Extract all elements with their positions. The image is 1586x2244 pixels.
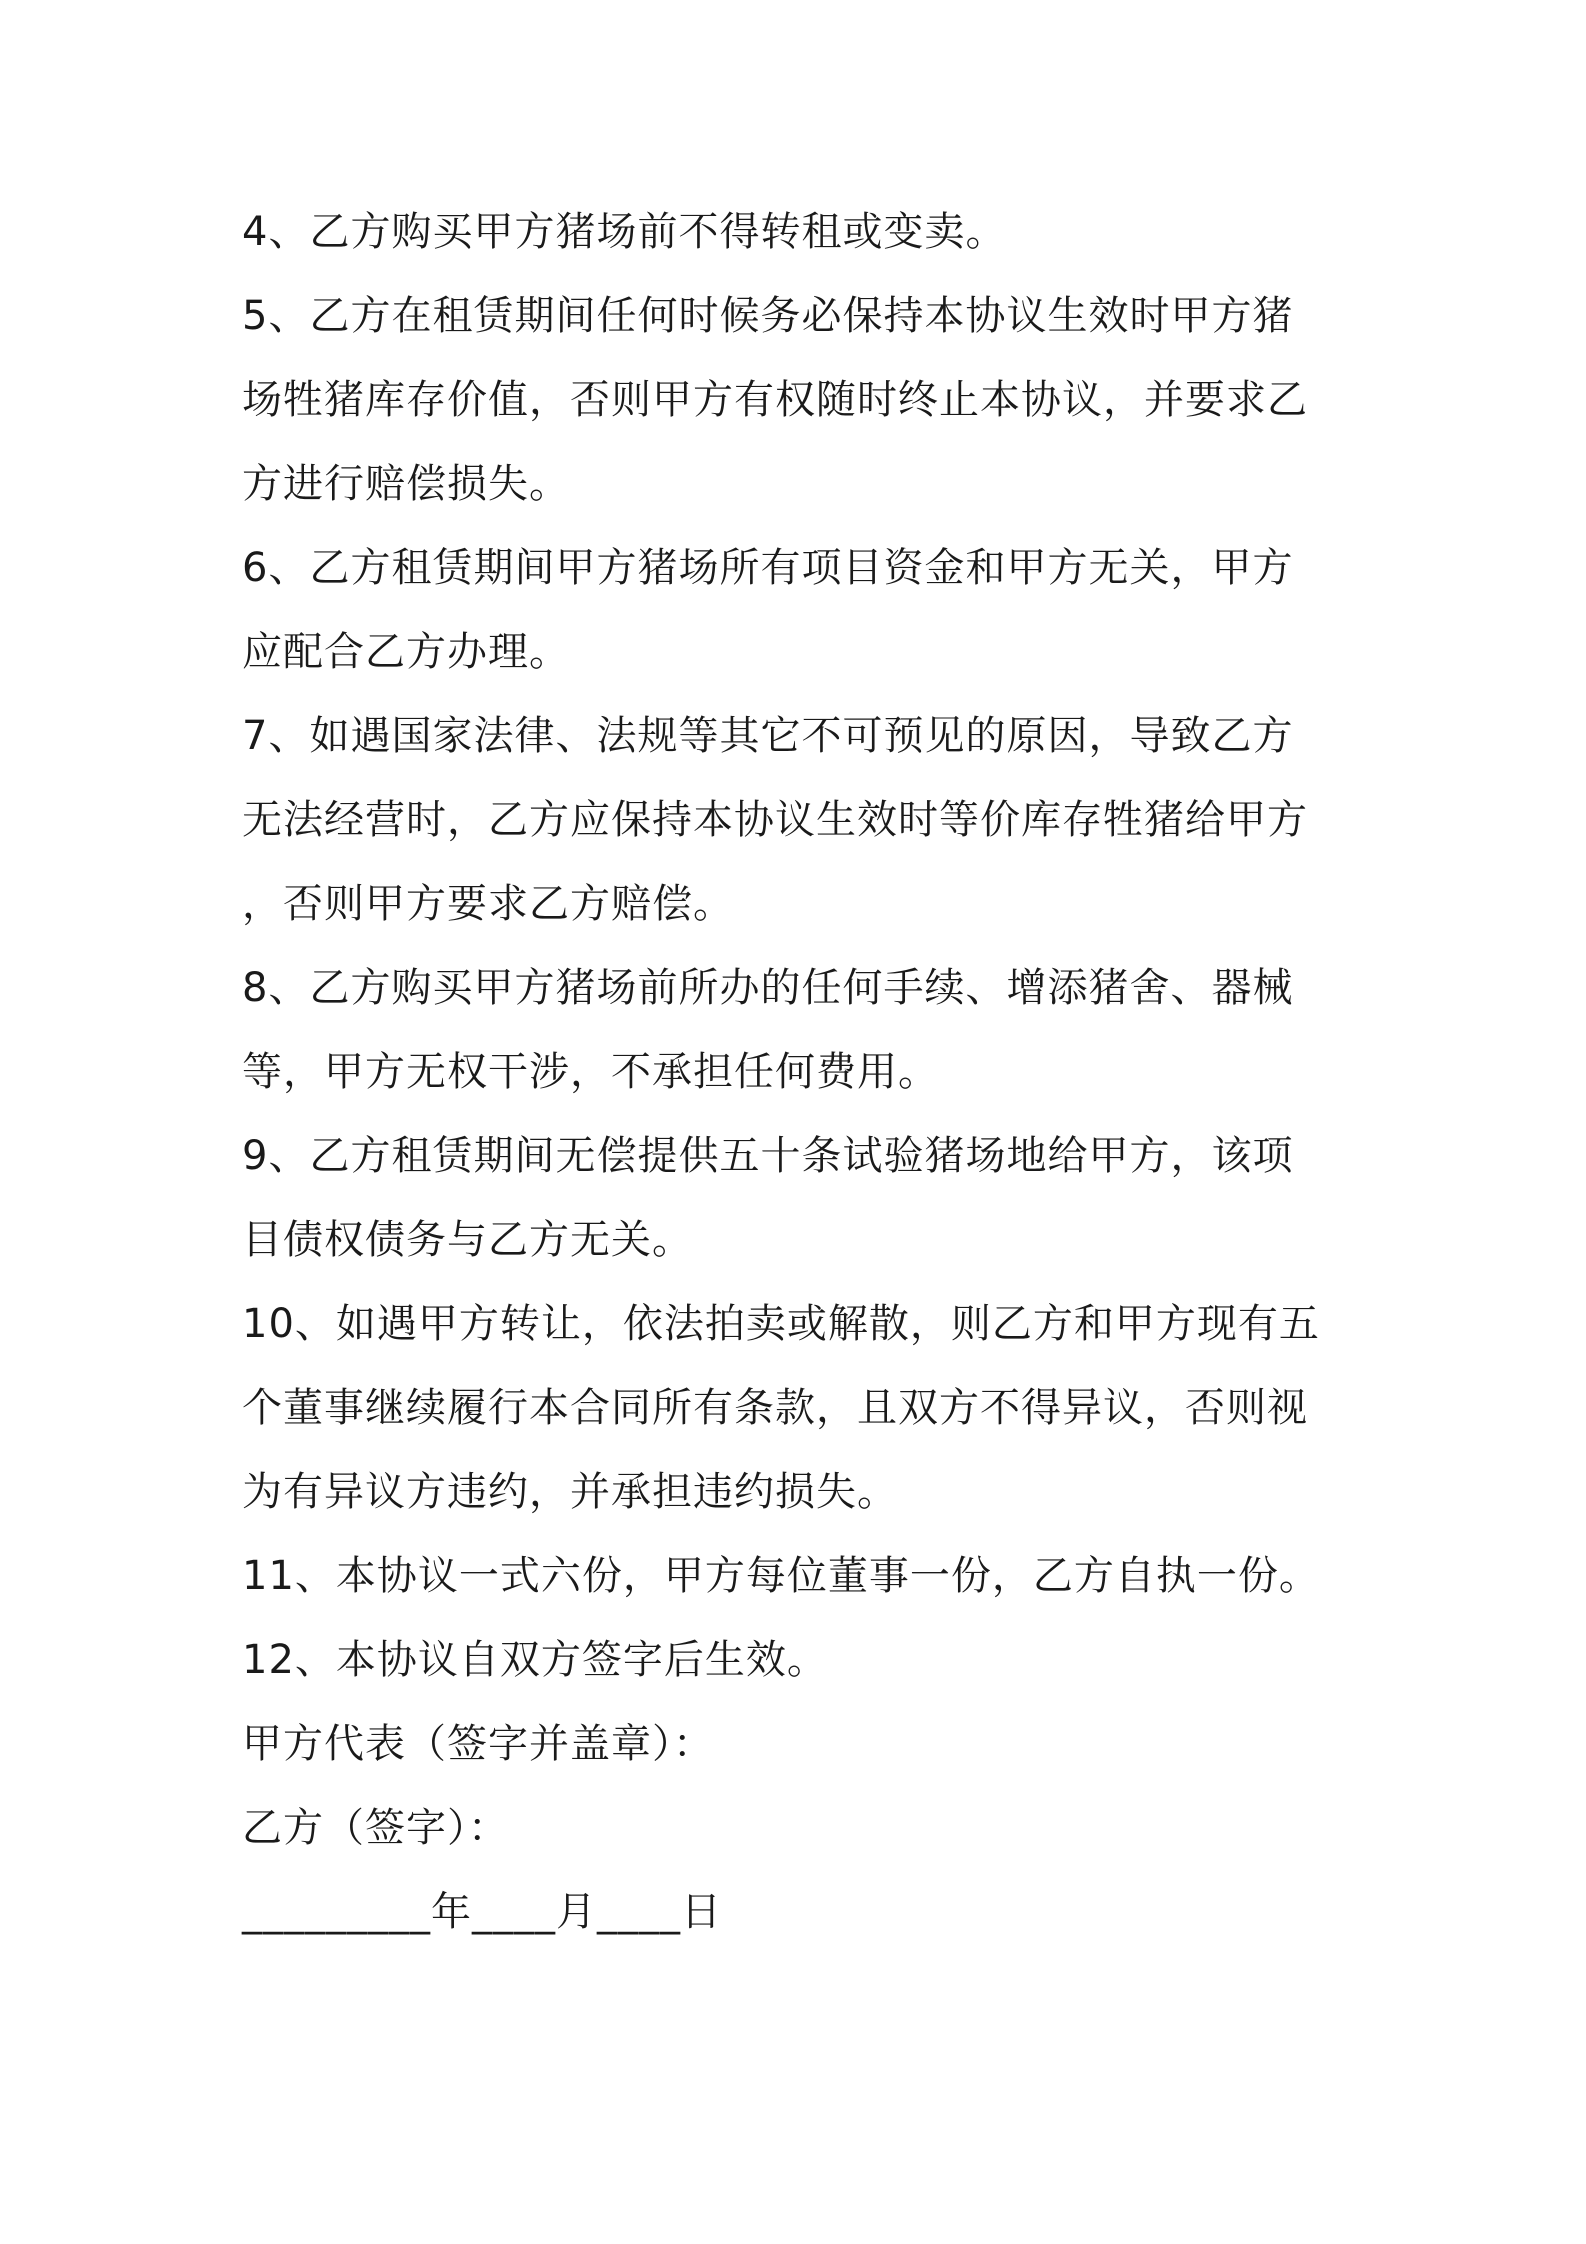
date-line: _________年____月____日 [242,1889,722,1935]
clause-6-line-1: 6、乙方租赁期间甲方猪场所有项目资金和甲方无关，甲方 [242,545,1294,591]
clause-7-line-3: ，否则甲方要求乙方赔偿。 [242,881,734,927]
clause-7-line-2: 无法经营时，乙方应保持本协议生效时等价库存牲猪给甲方 [242,797,1308,843]
clause-8-line-1: 8、乙方购买甲方猪场前所办的任何手续、增添猪舍、器械 [242,965,1294,1011]
clause-10-line-2: 个董事继续履行本合同所有条款，且双方不得异议，否则视 [242,1385,1308,1431]
clause-5-line-3: 方进行赔偿损失。 [242,461,570,507]
party-b-signature-line: 乙方（签字）： [242,1805,509,1851]
clause-7-line-1: 7、如遇国家法律、法规等其它不可预见的原因，导致乙方 [242,713,1294,759]
clause-8-line-2: 等，甲方无权干涉，不承担任何费用。 [242,1049,939,1095]
clause-5-line-2: 场牲猪库存价值，否则甲方有权随时终止本协议，并要求乙 [242,377,1308,423]
clause-10-line-1: 10、如遇甲方转让，依法拍卖或解散，则乙方和甲方现有五 [242,1301,1320,1347]
party-a-signature-line: 甲方代表（签字并盖章）： [242,1721,714,1767]
clause-6-line-2: 应配合乙方办理。 [242,629,570,675]
clause-9-line-2: 目债权债务与乙方无关。 [242,1217,693,1263]
clause-11-line: 11、本协议一式六份，甲方每位董事一份，乙方自执一份。 [242,1553,1320,1599]
clause-4-line: 4、乙方购买甲方猪场前不得转租或变卖。 [242,209,1007,255]
clause-9-line-1: 9、乙方租赁期间无偿提供五十条试验猪场地给甲方，该项 [242,1133,1294,1179]
clause-12-line: 12、本协议自双方签字后生效。 [242,1637,828,1683]
document-body [242,190,1357,1954]
clause-10-line-3: 为有异议方违约，并承担违约损失。 [242,1469,898,1515]
clause-5-line-1: 5、乙方在租赁期间任何时候务必保持本协议生效时甲方猪 [242,293,1294,339]
